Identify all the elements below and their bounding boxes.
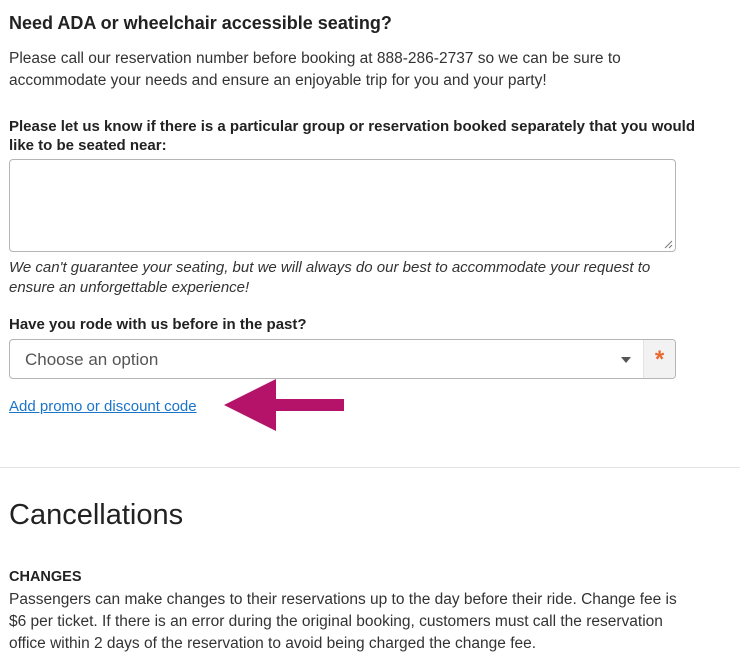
chevron-down-icon (621, 357, 631, 363)
rode-before-select[interactable] (9, 339, 676, 379)
ada-heading: Need ADA or wheelchair accessible seating? (9, 13, 392, 33)
seating-request-textarea[interactable] (9, 159, 676, 252)
seating-request-label: Please let us know if there is a particular group or reservation booked separately that you would like to be seated near: (9, 118, 696, 154)
resize-grip-icon[interactable] (664, 240, 673, 249)
rode-before-selected-value: Choose an option (25, 350, 159, 369)
section-divider (0, 467, 740, 468)
required-asterisk-icon: * (654, 346, 665, 373)
seating-note: We can't guarantee your seating, but we will always do our best to accommodate your request to ensure an unforgettable experience! (9, 259, 651, 296)
rode-before-label: Have you rode with us before in the past? (9, 316, 307, 333)
required-indicator (643, 340, 675, 378)
cancellations-heading: Cancellations (9, 499, 184, 531)
arrow-left-icon (224, 379, 348, 431)
ada-info-text: Please call our reservation number before booking at 888-286-2737 so we can be sure to accommodate your needs and ensure an enjoyable trip for you and your party! (9, 50, 621, 89)
changes-policy-text: Passengers can make changes to their reservations up to the day before their ride. Change fee is $6 per ticket. If there is an error during the original booking, customers must call the reservation office within 2 days of the reservation to avoid being charged the change fee. (9, 591, 677, 652)
changes-heading: CHANGES (9, 569, 82, 585)
add-promo-code-link[interactable]: Add promo or discount code (9, 398, 197, 415)
